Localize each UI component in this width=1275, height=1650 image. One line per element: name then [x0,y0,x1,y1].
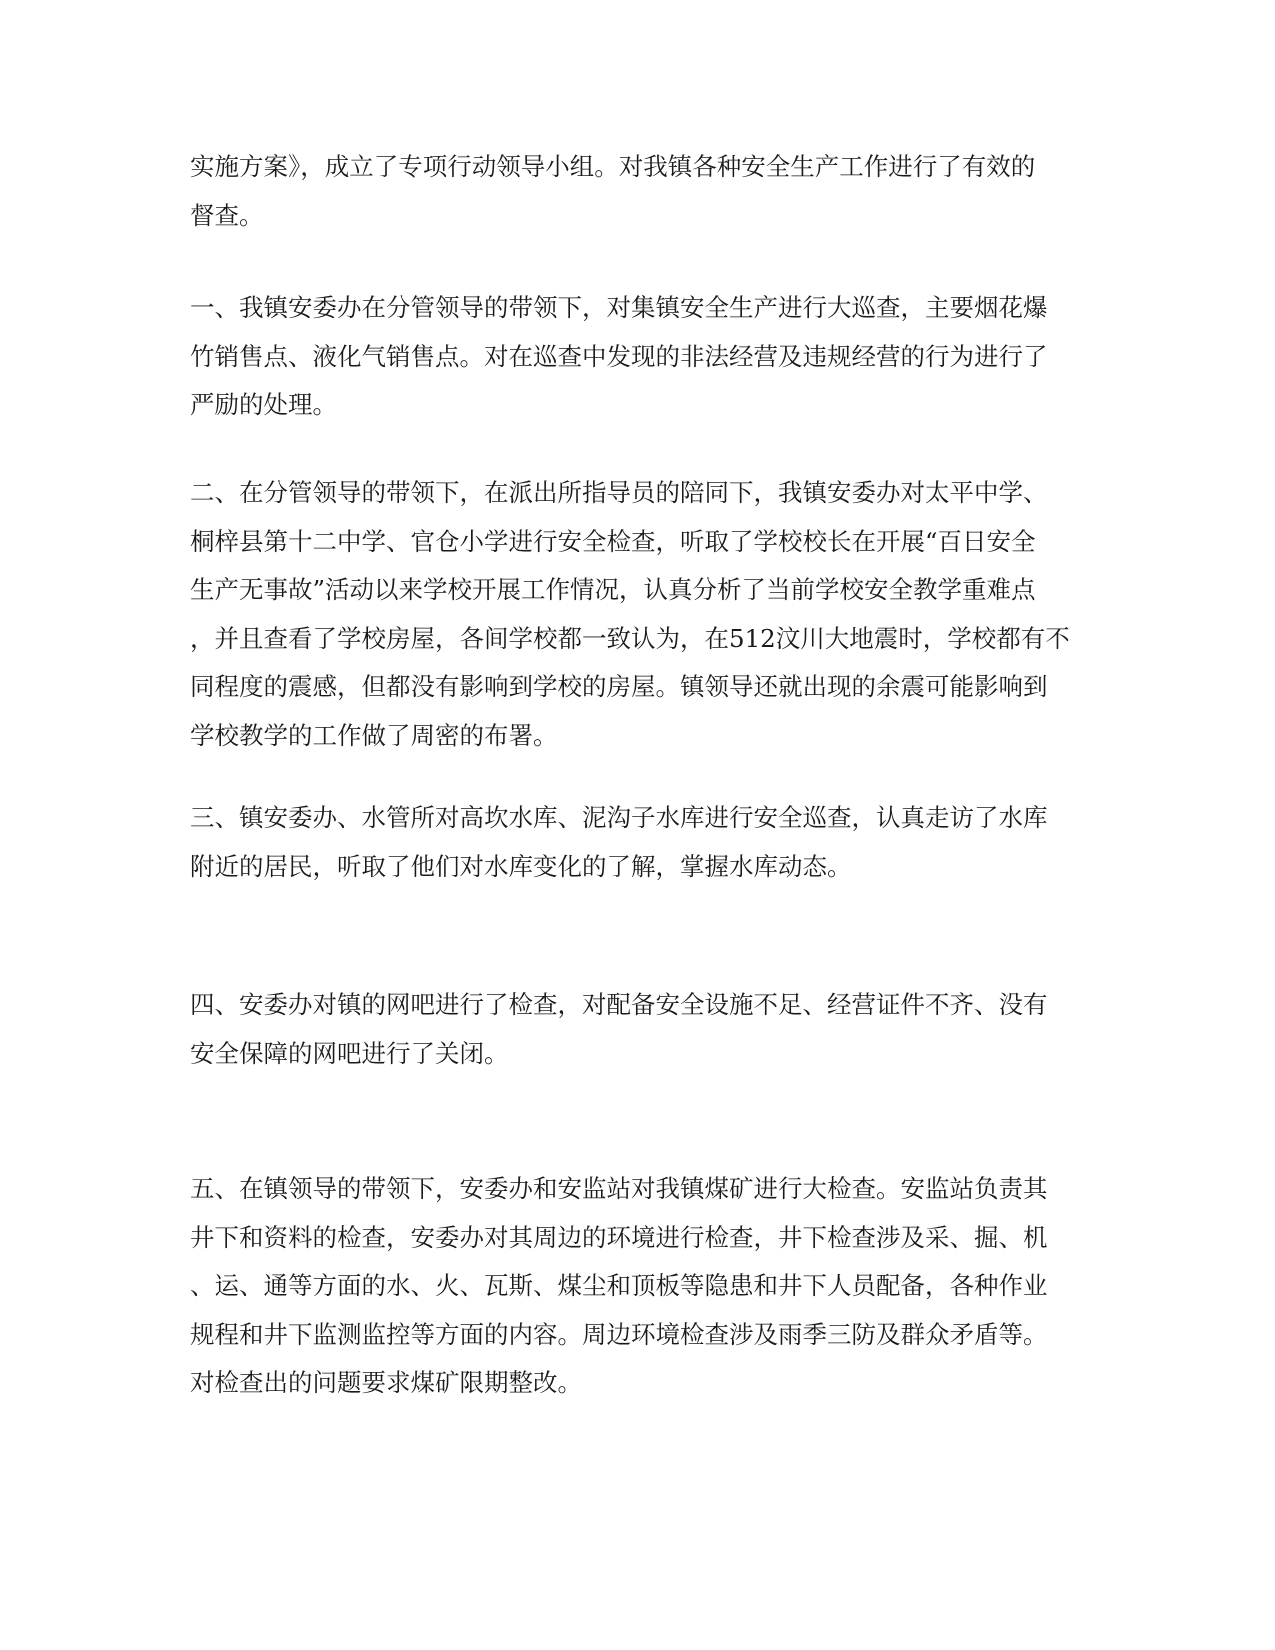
text-line: 严励的处理。 [190,390,337,419]
text-line: 附近的居民，听取了他们对水库变化的了解，掌握水库动态。 [190,851,852,881]
text-line: 生产无事故”活动以来学校开展工作情况，认真分析了当前学校安全教学重难点 [190,575,1036,604]
paragraph-intro [190,143,1080,240]
paragraph-item-4 [190,981,1080,1078]
paragraph-item-3 [190,794,1080,891]
text-line: 同程度的震感，但都没有影响到学校的房屋。镇领导还就出现的余震可能影响到 [190,672,1048,701]
text-line: 三、镇安委办、水管所对高坎水库、泥沟子水库进行安全巡查，认真走访了水库 [190,803,1048,832]
text-line: 一、我镇安委办在分管领导的带领下，对集镇安全生产进行大巡查，主要烟花爆 [190,293,1048,322]
text-line: ，并且查看了学校房屋，各间学校都一致认为，在512汶川大地震时，学校都有不 [190,623,1070,653]
text-line: 学校教学的工作做了周密的布署。 [190,720,558,750]
paragraph-item-5 [190,1165,1080,1408]
text-line: 规程和井下监测监控等方面的内容。周边环境检查涉及雨季三防及群众矛盾等。 [190,1319,1048,1349]
paragraph-item-2 [190,469,1080,760]
text-line: 二、在分管领导的带领下，在派出所指导员的陪同下，我镇安委办对太平中学、 [190,478,1048,507]
text-line: 安全保障的网吧进行了关闭。 [190,1038,509,1068]
text-line: 桐梓县第十二中学、官仓小学进行安全检查，听取了学校校长在开展“百日安全 [190,526,1036,556]
text-line: 五、在镇领导的带领下，安委办和安监站对我镇煤矿进行大检查。安监站负责其 [190,1174,1048,1203]
text-line: 井下和资料的检查，安委办对其周边的环境进行检查，井下检查涉及采、掘、机 [190,1222,1048,1252]
text-line: 、运、通等方面的水、火、瓦斯、煤尘和顶板等隐患和井下人员配备，各种作业 [190,1271,1048,1300]
text-line: 实施方案》，成立了专项行动领导小组。对我镇各种安全生产工作进行了有效的 [190,152,1036,181]
text-line: 对检查出的问题要求煤矿限期整改。 [190,1368,582,1397]
text-line: 督查。 [190,200,264,230]
text-line: 四、安委办对镇的网吧进行了检查，对配备安全设施不足、经营证件不齐、没有 [190,990,1048,1019]
paragraph-item-1 [190,284,1080,430]
text-line: 竹销售点、液化气销售点。对在巡查中发现的非法经营及违规经营的行为进行了 [190,341,1048,371]
